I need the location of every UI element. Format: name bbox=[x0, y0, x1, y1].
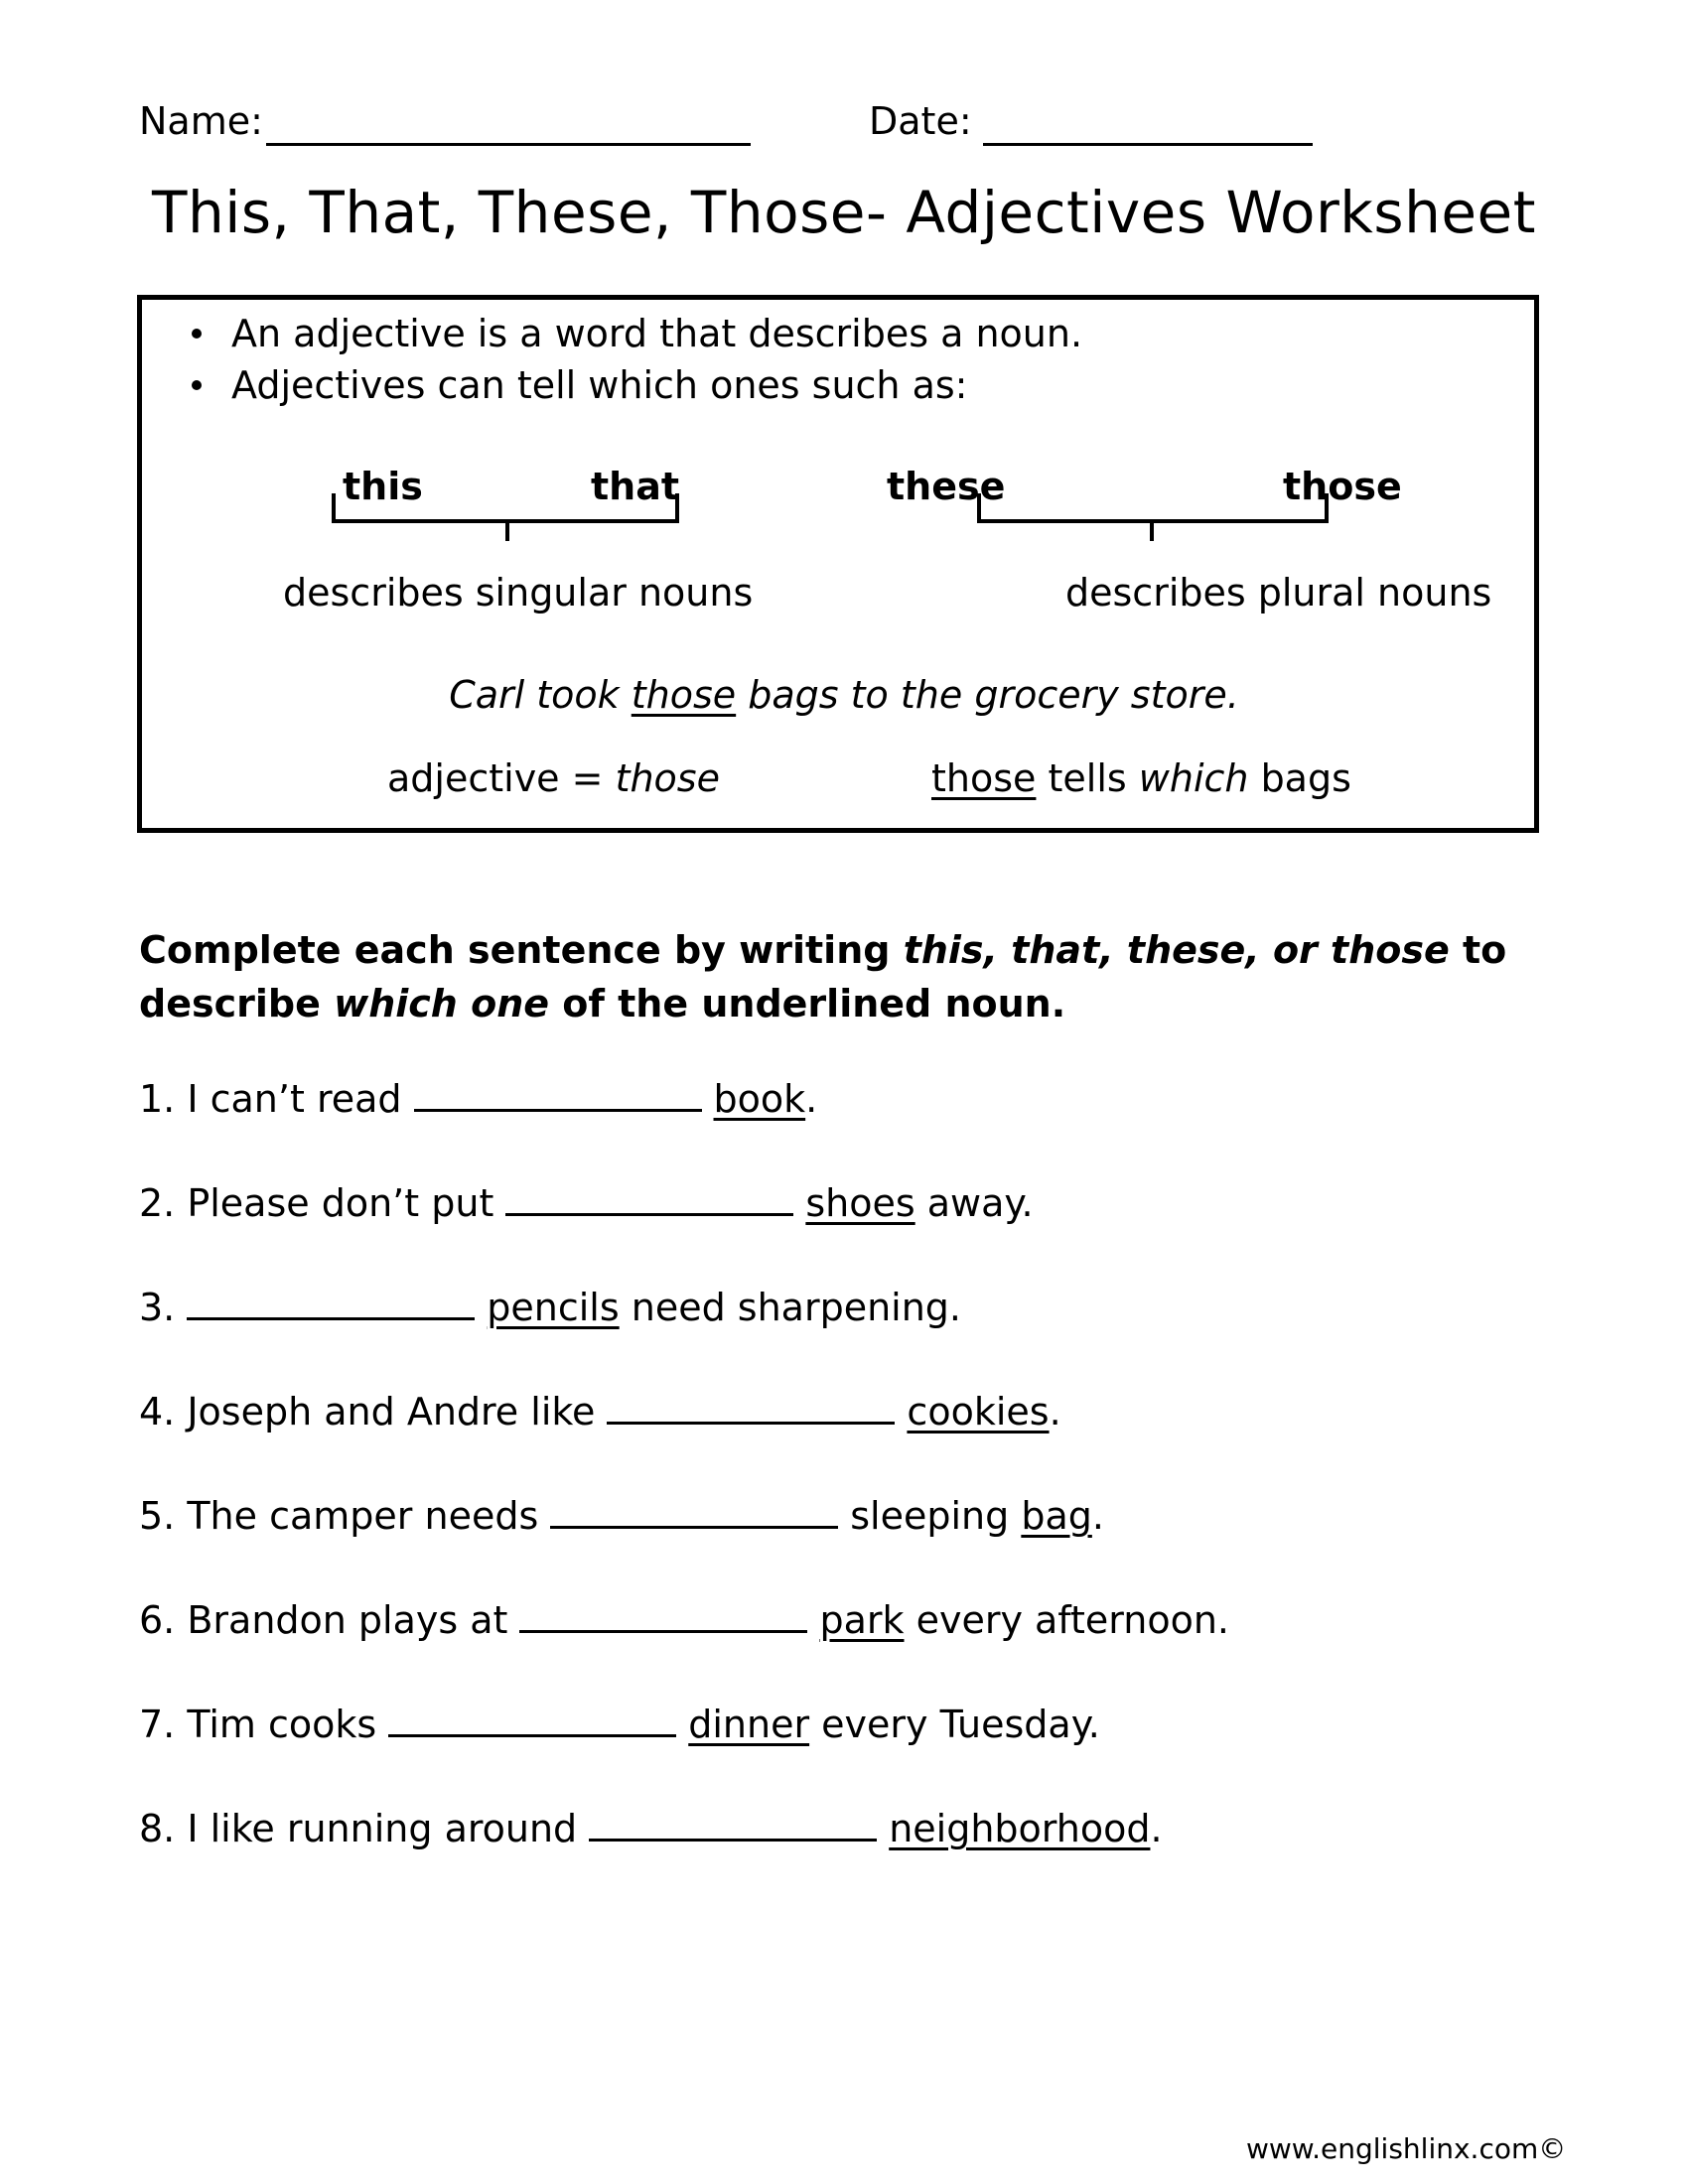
example-text: bags to the grocery store. bbox=[736, 673, 1239, 717]
instructions-words: this, that, these, or those bbox=[903, 928, 1450, 972]
word-this: this bbox=[343, 465, 423, 508]
answer-blank[interactable] bbox=[187, 1317, 475, 1320]
date-field[interactable] bbox=[983, 143, 1313, 146]
instructions-text: of the underlined noun. bbox=[549, 982, 1066, 1025]
underlined-noun: pencils bbox=[487, 1286, 620, 1329]
question-text: 5. The camper needs bbox=[139, 1494, 539, 1538]
adjective-equation bbox=[387, 756, 720, 800]
explanation-text: bags bbox=[1248, 756, 1351, 800]
question-item bbox=[139, 1286, 961, 1329]
bullet-item bbox=[192, 359, 967, 411]
underlined-noun: neighborhood bbox=[889, 1807, 1151, 1850]
question-text: . bbox=[1150, 1807, 1163, 1850]
bullet-text: Adjectives can tell which ones such as: bbox=[231, 363, 968, 407]
singular-description: describes singular nouns bbox=[283, 571, 754, 614]
question-item bbox=[139, 1077, 817, 1121]
answer-blank[interactable] bbox=[550, 1526, 838, 1529]
question-text: . bbox=[805, 1077, 818, 1121]
instructions-text: Complete each sentence by writing bbox=[139, 928, 904, 972]
question-text: every afternoon. bbox=[904, 1598, 1229, 1642]
explanation-text: tells bbox=[1036, 756, 1139, 800]
question-text: every Tuesday. bbox=[809, 1703, 1100, 1746]
bullet-text: An adjective is a word that describes a noun. bbox=[231, 312, 1083, 355]
answer-blank[interactable] bbox=[388, 1734, 676, 1737]
question-text: 8. I like running around bbox=[139, 1807, 578, 1850]
question-item bbox=[139, 1703, 1100, 1746]
question-text: 1. I can’t read bbox=[139, 1077, 402, 1121]
underlined-noun: shoes bbox=[805, 1181, 915, 1225]
answer-blank[interactable] bbox=[589, 1839, 877, 1842]
question-item bbox=[139, 1390, 1061, 1433]
question-text: 4. Joseph and Andre like bbox=[139, 1390, 596, 1433]
example-text: Carl took bbox=[449, 673, 632, 717]
adjective-value: those bbox=[615, 756, 720, 800]
explanation bbox=[931, 756, 1351, 800]
date-label: Date: bbox=[869, 99, 972, 143]
question-item bbox=[139, 1181, 1034, 1225]
answer-blank[interactable] bbox=[607, 1422, 895, 1425]
example-underlined-word: those bbox=[631, 673, 737, 717]
instructions-which-one: which one bbox=[334, 982, 550, 1025]
bullet-icon bbox=[192, 380, 202, 390]
underlined-noun: dinner bbox=[688, 1703, 810, 1746]
underlined-noun: park bbox=[819, 1598, 905, 1642]
plural-description: describes plural nouns bbox=[1065, 571, 1492, 614]
name-label: Name: bbox=[139, 99, 263, 143]
underlined-noun: book bbox=[713, 1077, 806, 1121]
answer-blank[interactable] bbox=[519, 1630, 807, 1633]
word-these: these bbox=[887, 465, 1006, 508]
bullet-icon bbox=[192, 329, 202, 339]
adjective-label: adjective = bbox=[387, 756, 616, 800]
question-text: . bbox=[1049, 1390, 1061, 1433]
word-those: those bbox=[1283, 465, 1402, 508]
answer-blank[interactable] bbox=[505, 1213, 793, 1216]
question-item bbox=[139, 1807, 1163, 1850]
footer-credit: www.englishlinx.com© bbox=[1246, 2132, 1567, 2165]
question-text: . bbox=[1091, 1494, 1104, 1538]
name-field[interactable] bbox=[266, 143, 751, 146]
explanation-which: which bbox=[1138, 756, 1249, 800]
example-sentence bbox=[0, 673, 1688, 717]
question-text: 3. bbox=[139, 1286, 176, 1329]
word-that: that bbox=[591, 465, 680, 508]
instructions bbox=[139, 923, 1549, 1030]
question-text: need sharpening. bbox=[619, 1286, 961, 1329]
underlined-noun: cookies bbox=[907, 1390, 1050, 1433]
question-text: 6. Brandon plays at bbox=[139, 1598, 508, 1642]
question-text: sleeping bbox=[850, 1494, 1022, 1538]
question-item bbox=[139, 1598, 1229, 1642]
question-item bbox=[139, 1494, 1104, 1538]
page-title: This, That, These, Those- Adjectives Worksheet bbox=[152, 179, 1536, 246]
underlined-noun: bag bbox=[1021, 1494, 1092, 1538]
instructions-text: to describe bbox=[139, 928, 1507, 1025]
question-text: 7. Tim cooks bbox=[139, 1703, 377, 1746]
answer-blank[interactable] bbox=[414, 1109, 702, 1112]
question-text: 2. Please don’t put bbox=[139, 1181, 494, 1225]
bullet-item bbox=[192, 308, 1082, 359]
explanation-word: those bbox=[931, 756, 1037, 800]
question-text: away. bbox=[914, 1181, 1034, 1225]
